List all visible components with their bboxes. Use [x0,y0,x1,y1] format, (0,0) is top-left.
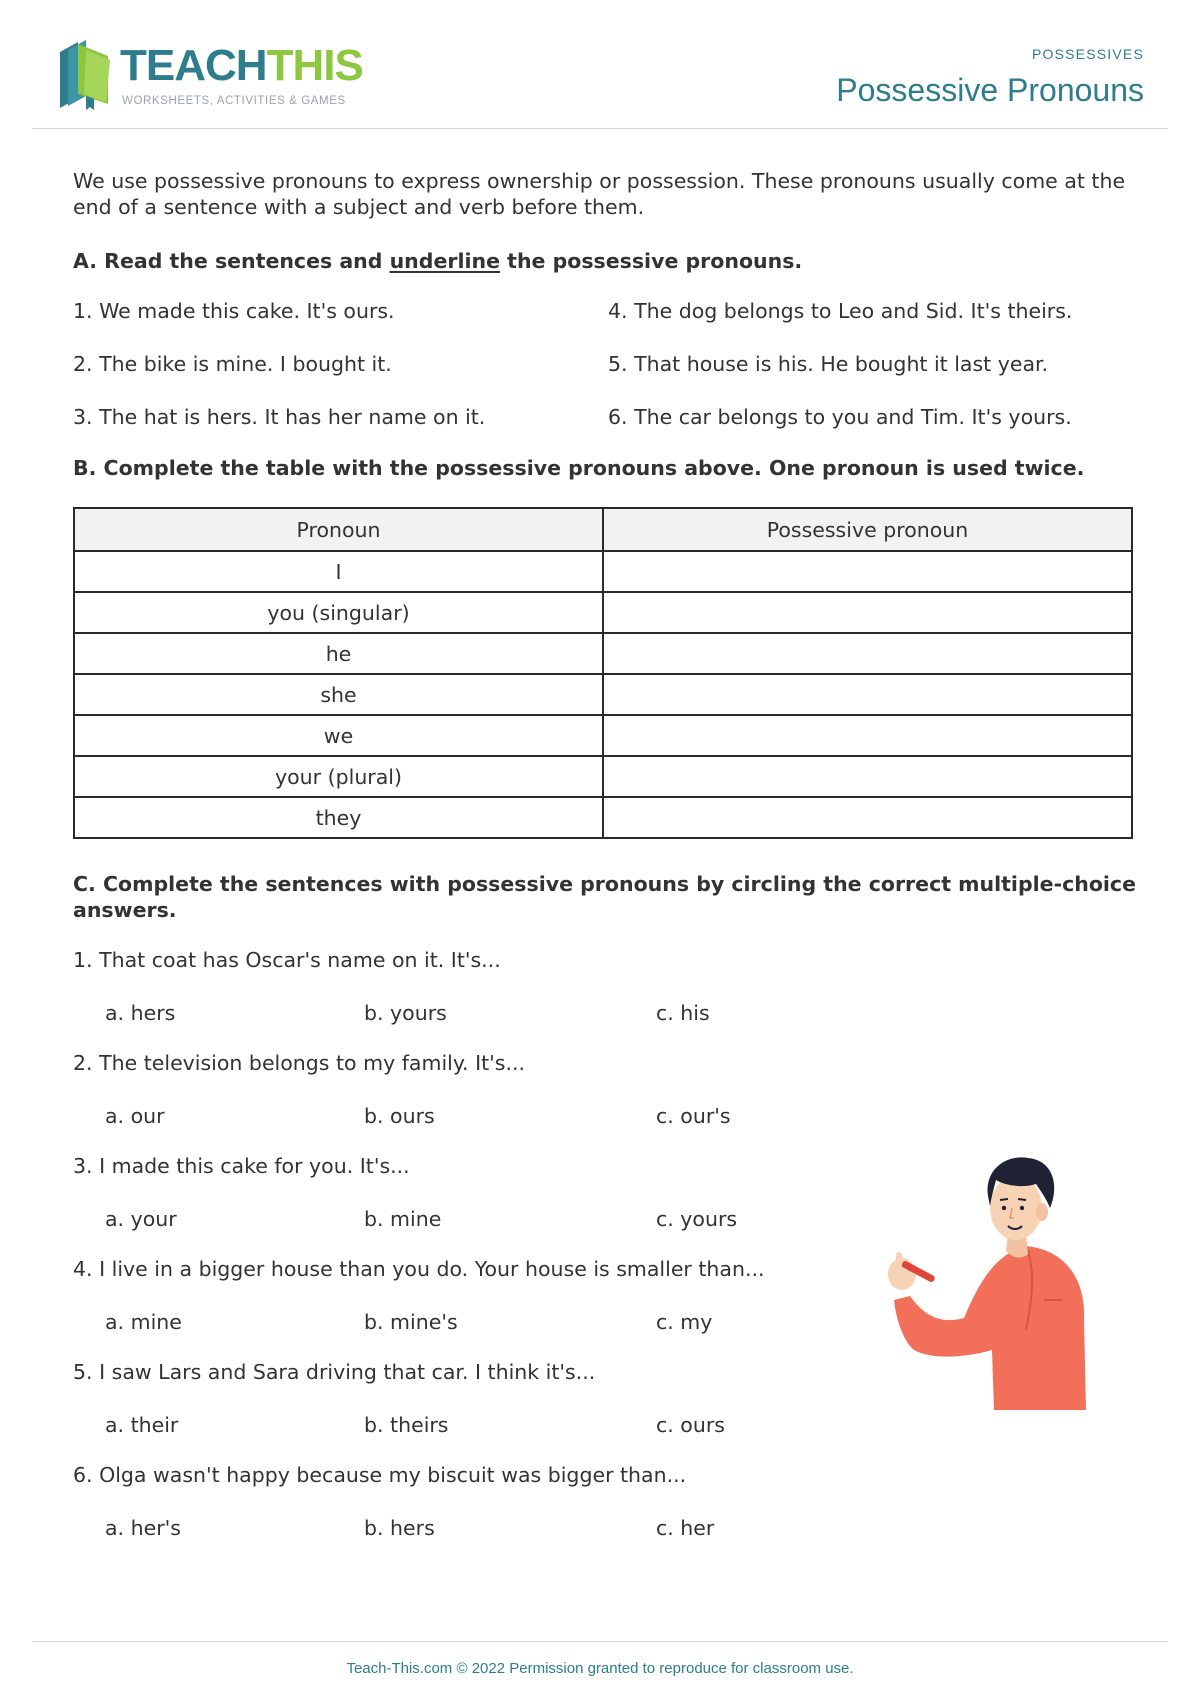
pronoun-cell: they [74,797,603,838]
section-a-heading-underline: underline [389,249,501,273]
option-b[interactable]: b. mine [364,1207,442,1231]
copyright-footer[interactable]: Teach-This.com © 2022 Permission granted to reproduce for classroom use. [346,1660,854,1677]
topic-label: POSSESSIVES [1031,46,1144,62]
table-row [74,797,1132,838]
answer-cell[interactable] [603,551,1132,592]
header-divider [32,128,1168,129]
logo-tagline: WORKSHEETS, ACTIVITIES & GAMES [122,95,346,107]
answer-cell[interactable] [603,674,1132,715]
section-a-sentences [73,298,1137,430]
section-a-heading [73,248,1137,274]
answer-cell[interactable] [603,592,1132,633]
answer-options [73,1103,1137,1129]
option-c[interactable]: c. his [656,1001,710,1025]
intro-paragraph: We use possessive pronouns to express ownership or possession. These pronouns usually come at the end of a sentence with a subject and verb before them. [73,169,1126,219]
question-prompt: 2. The television belongs to my family. It's... [73,1051,526,1075]
section-c-heading: C. Complete the sentences with possessive pronouns by circling the correct multiple-choice answers. [73,872,1136,922]
option-c[interactable]: c. her [656,1516,715,1540]
option-c[interactable]: c. our's [656,1104,731,1128]
answer-options [73,1412,1137,1438]
option-a[interactable]: a. her's [105,1516,181,1540]
sentence-item[interactable]: 1. We made this cake. It's ours. [73,299,395,323]
answer-cell[interactable] [603,633,1132,674]
table-row [74,715,1132,756]
option-b[interactable]: b. yours [364,1001,447,1025]
logo-this: THIS [266,41,363,90]
pronoun-cell: he [74,633,603,674]
pronoun-cell: your (plural) [74,756,603,797]
table-row [74,592,1132,633]
logo-wordmark [120,40,363,92]
sentence-item[interactable]: 4. The dog belongs to Leo and Sid. It's theirs. [608,299,1073,323]
column-header-possessive: Possessive pronoun [603,508,1132,551]
option-b[interactable]: b. theirs [364,1413,449,1437]
option-b[interactable]: b. ours [364,1104,435,1128]
option-c[interactable]: c. my [656,1310,713,1334]
question-1 [73,947,1137,1026]
question-prompt: 4. I live in a bigger house than you do. Your house is smaller than... [73,1257,765,1281]
table-row [74,756,1132,797]
answer-cell[interactable] [603,715,1132,756]
answer-options [73,1000,1137,1026]
answer-cell[interactable] [603,797,1132,838]
sentence-item[interactable]: 5. That house is his. He bought it last year. [608,352,1049,376]
table-header-row [74,508,1132,551]
option-a[interactable]: a. mine [105,1310,182,1334]
option-a[interactable]: a. your [105,1207,177,1231]
teach-this-logo[interactable] [56,38,363,114]
question-prompt: 5. I saw Lars and Sara driving that car. I think it's... [73,1360,596,1384]
page-title: Possessive Pronouns [836,72,1144,108]
option-a[interactable]: a. our [105,1104,165,1128]
section-a-heading-start: A. Read the sentences and [73,249,390,273]
answer-options [73,1515,1137,1541]
pronoun-cell: you (singular) [74,592,603,633]
question-prompt: 6. Olga wasn't happy because my biscuit was bigger than... [73,1463,687,1487]
question-6 [73,1462,1137,1541]
option-b[interactable]: b. mine's [364,1310,458,1334]
teacher-illustration [876,1150,1106,1410]
section-a-heading-end: the possessive pronouns. [500,249,803,273]
sentence-item[interactable]: 3. The hat is hers. It has her name on it. [73,405,486,429]
sentence-item[interactable]: 6. The car belongs to you and Tim. It's yours. [608,405,1072,429]
answer-cell[interactable] [603,756,1132,797]
logo-teach: TEACH [120,41,267,90]
option-a[interactable]: a. hers [105,1001,176,1025]
sentence-item[interactable]: 2. The bike is mine. I bought it. [73,352,392,376]
option-c[interactable]: c. yours [656,1207,738,1231]
pronoun-cell: we [74,715,603,756]
book-logo-icon [56,38,118,110]
section-b-heading: B. Complete the table with the possessive pronouns above. One pronoun is used twice. [73,456,1085,480]
option-c[interactable]: c. ours [656,1413,725,1437]
question-prompt: 3. I made this cake for you. It's... [73,1154,410,1178]
question-prompt: 1. That coat has Oscar's name on it. It's... [73,948,501,972]
option-b[interactable]: b. hers [364,1516,435,1540]
question-2 [73,1050,1137,1129]
column-header-pronoun: Pronoun [74,508,603,551]
page-header [0,0,1200,130]
table-row [74,674,1132,715]
pronoun-cell: she [74,674,603,715]
table-row [74,551,1132,592]
footer-divider [32,1641,1168,1642]
pronoun-cell: I [74,551,603,592]
pronoun-table [73,507,1133,839]
option-a[interactable]: a. their [105,1413,179,1437]
table-row [74,633,1132,674]
